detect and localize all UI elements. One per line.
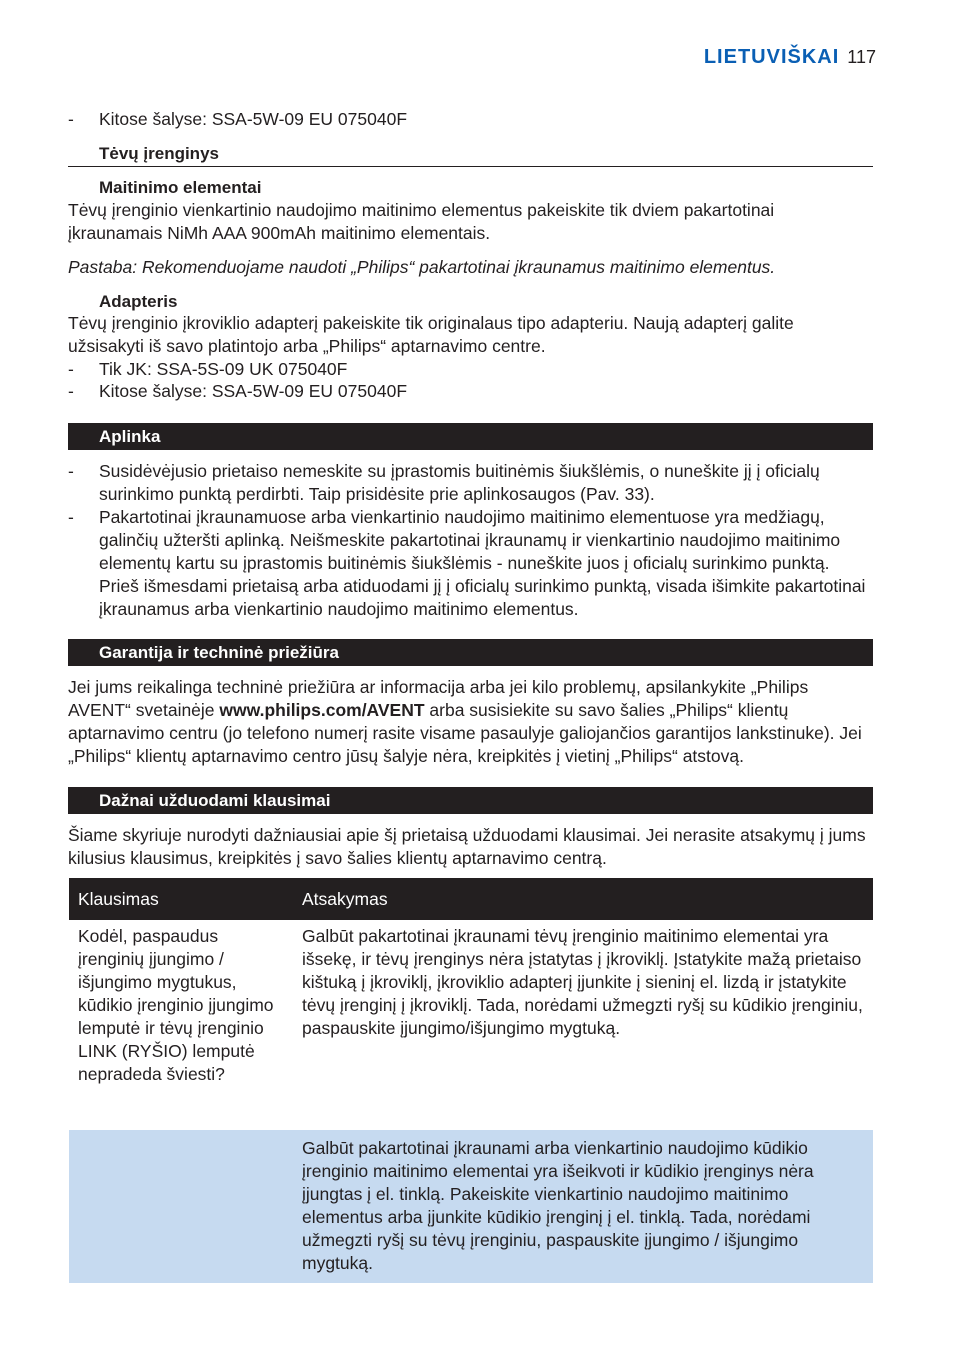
list-item: - Kitose šalyse: SSA-5W-09 EU 075040F	[68, 381, 408, 401]
divider	[68, 166, 873, 167]
section-heading-environment: Aplinka	[68, 423, 873, 450]
language-label: LIETUVIŠKAI	[703, 46, 840, 68]
batteries-note: Pastaba: Rekomenduojame naudoti „Philips“ pakartotinai įkraunamus maitinimo elementus.	[68, 257, 776, 277]
page-number: 117	[847, 47, 876, 67]
answer-cell: Galbūt pakartotinai įkraunami arba vienkartinio naudojimo kūdikio įrenginio maitinimo elementai yra išeikvoti ir kūdikio įrenginys nėra įjungtas į el. tinklą. Pakeiskite vienkartinio naudojimo maitinimo elementus arba įjunkite kūdikio įrenginį į el. tinklą. Tada, norėdami užmegzti ryšį su tėvų įrenginiu, paspauskite įjungimo / išjungimo mygtuką.	[293, 1130, 873, 1283]
column-header-question: Klausimas	[69, 878, 293, 920]
answer-cell: Galbūt pakartotinai įkraunami tėvų įrenginio maitinimo elementai yra išsekę, ir tėvų įrenginys nėra įstatytas į įkroviklį. Įstatykite mažą prietaiso kištuką į įkroviklį, įkroviklio adapterį įjunkite į sieninį el. lizdą ir įstatykite tėvų įrenginį į įkroviklį. Tada, norėdami užmegzti ryšį su kūdikio įrenginiu, paspauskite įjungimo/išjungimo mygtuką.	[293, 920, 873, 1130]
list-item: - Kitose šalyse: SSA-5W-09 EU 075040F	[68, 109, 408, 129]
batteries-heading: Maitinimo elementai	[99, 178, 262, 197]
page-header	[0, 46, 876, 69]
faq-intro: Šiame skyriuje nurodyti dažniausiai apie šį prietaisą užduodami klausimai. Jei nerasite atsakymų į jums kilusius klausimus, kreipkitės į savo šalies klientų aptarnavimo centrą.	[68, 825, 866, 868]
list-item: - Pakartotinai įkraunamuose arba vienkartinio naudojimo maitinimo elementuose yra medžiagų, galinčių užteršti aplinką. Neišmeskite pakartotinai įkraunamų ir vienkartinio naudojimo maitinimo elementų kartu su įprastomis buitinėmis šiukšlėmis - nuneškite juos į oficialų surinkimo punktą. Prieš išmesdami prietaisą arba atiduodami jį į oficialų surinkimo punktą, visada išimkite pakartotinai įkraunamus arba vienkartinio naudojimo maitinimo elementus.	[68, 507, 866, 619]
table-row	[69, 920, 873, 1130]
section-heading-guarantee: Garantija ir techninė priežiūra	[68, 639, 873, 666]
question-cell	[69, 1130, 293, 1283]
guarantee-text: Jei jums reikalinga techninė priežiūra ar informacija arba jei kilo problemų, apsilankykite „Philips AVENT“ svetainėje www.philips.com/AVENT arba susisiekite su savo šalies „Philips“ klientų aptarnavimo centru (jo telefono numerį rasite visame pasaulyje galiojančios garantijos lankstinuke). Jei „Philips“ klientų aptarnavimo centro jūsų šalyje nėra, kreipkitės į vietinį „Philips“ atstovą.	[68, 677, 862, 766]
question-cell: Kodėl, paspaudus įrenginių įjungimo / išjungimo mygtukus, kūdikio įrenginio įjungimo lemputė ir tėvų įrenginio LINK (RYŠIO) lemputė nepradeda šviesti?	[69, 920, 293, 1130]
section-heading-faq: Dažnai užduodami klausimai	[68, 787, 873, 814]
adapter-heading: Adapteris	[99, 292, 178, 311]
faq-table	[69, 878, 873, 1283]
table-row	[69, 1130, 873, 1283]
column-header-answer: Atsakymas	[293, 878, 873, 920]
parent-unit-heading: Tėvų įrenginys	[99, 144, 219, 163]
list-item: - Susidėvėjusio prietaiso nemeskite su įprastomis buitinėmis šiukšlėmis, o nuneškite jį į oficialų surinkimo punktą perdirbti. Taip prisidėsite prie aplinkosaugos (Pav. 33).	[68, 461, 820, 504]
philips-link[interactable]: www.philips.com/AVENT	[219, 700, 425, 720]
adapter-text: Tėvų įrenginio įkroviklio adapterį pakeiskite tik originalaus tipo adapteriu. Naują adapterį galite užsisakyti iš savo platintojo arba „Philips“ aptarnavimo centre.	[68, 313, 794, 356]
table-header-row	[69, 878, 873, 920]
batteries-text: Tėvų įrenginio vienkartinio naudojimo maitinimo elementus pakeiskite tik dviem pakartotinai įkraunamais NiMh AAA 900mAh maitinimo elementais.	[68, 200, 775, 243]
list-item: - Tik JK: SSA-5S-09 UK 075040F	[68, 359, 348, 379]
